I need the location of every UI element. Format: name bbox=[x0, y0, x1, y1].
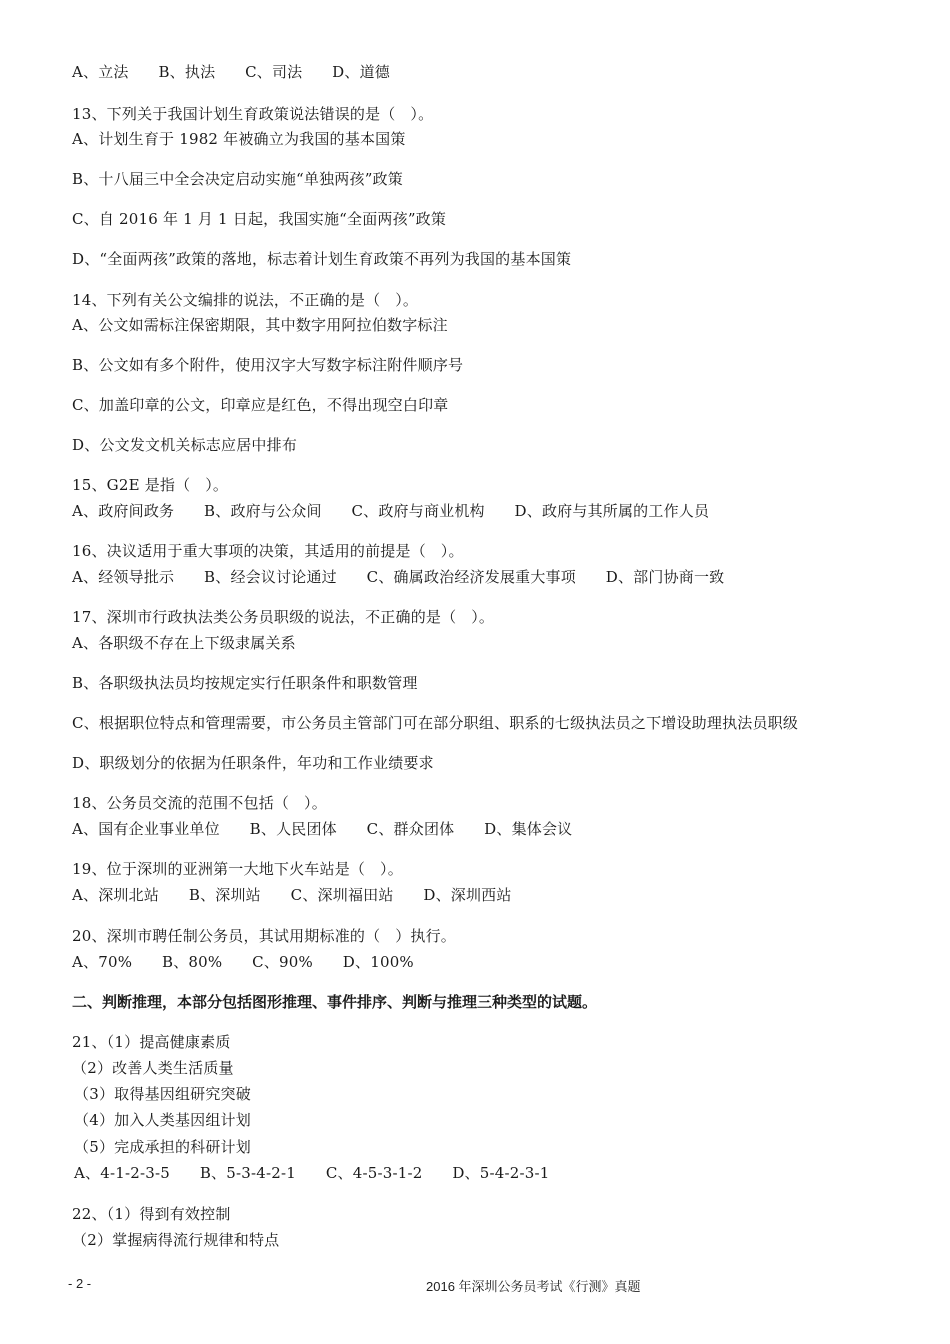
text-line: A、政府间政务 B、政府与公众间 C、政府与商业机构 D、政府与其所属的工作人员 bbox=[72, 502, 710, 520]
text-line: A、4-1-2-3-5 B、5-3-4-2-1 C、4-5-3-1-2 D、5-4-2-3-1 bbox=[74, 1164, 550, 1182]
text-line: （2）掌握病得流行规律和特点 bbox=[72, 1231, 280, 1249]
text-line: D、职级划分的依据为任职条件，年功和工作业绩要求 bbox=[72, 754, 434, 772]
text-line: 13、下列关于我国计划生育政策说法错误的是（ ）。 bbox=[72, 105, 434, 123]
text-line: B、各职级执法员均按规定实行任职条件和职数管理 bbox=[72, 674, 418, 692]
text-line: （2）改善人类生活质量 bbox=[72, 1059, 234, 1077]
text-line: 19、位于深圳的亚洲第一大地下火车站是（ ）。 bbox=[72, 860, 403, 878]
text-line: 18、公务员交流的范围不包括（ ）。 bbox=[72, 794, 327, 812]
text-line: A、深圳北站 B、深圳站 C、深圳福田站 D、深圳西站 bbox=[72, 886, 512, 904]
text-line: （4）加入人类基因组计划 bbox=[74, 1111, 251, 1129]
text-line: A、国有企业事业单位 B、人民团体 C、群众团体 D、集体会议 bbox=[72, 820, 573, 838]
text-line: 22、（1）得到有效控制 bbox=[72, 1205, 231, 1223]
footer-title: 2016 年深圳公务员考试《行测》真题 bbox=[426, 1279, 641, 1294]
text-line: A、经领导批示 B、经会议讨论通过 C、确属政治经济发展重大事项 D、部门协商一致 bbox=[72, 568, 725, 586]
text-line: C、自 2016 年 1 月 1 日起，我国实施“全面两孩”政策 bbox=[72, 210, 447, 228]
text-line: A、公文如需标注保密期限，其中数字用阿拉伯数字标注 bbox=[72, 316, 448, 334]
text-line: C、根据职位特点和管理需要，市公务员主管部门可在部分职组、职系的七级执法员之下增设助理执法员职级 bbox=[72, 714, 799, 732]
text-line: B、公文如有多个附件，使用汉字大写数字标注附件顺序号 bbox=[72, 356, 464, 374]
text-line: C、加盖印章的公文，印章应是红色，不得出现空白印章 bbox=[72, 396, 449, 414]
text-line: 20、深圳市聘任制公务员，其试用期标准的（ ）执行。 bbox=[72, 927, 456, 945]
text-line: 21、（1）提高健康素质 bbox=[72, 1033, 231, 1051]
text-line: 14、下列有关公文编排的说法，不正确的是（ ）。 bbox=[72, 291, 419, 309]
section-heading: 二、判断推理，本部分包括图形推理、事件排序、判断与推理三种类型的试题。 bbox=[72, 993, 598, 1011]
text-line: 16、决议适用于重大事项的决策，其适用的前提是（ ）。 bbox=[72, 542, 464, 560]
text-line: （5）完成承担的科研计划 bbox=[74, 1138, 251, 1156]
text-line: D、“全面两孩”政策的落地，标志着计划生育政策不再列为我国的基本国策 bbox=[72, 250, 572, 268]
text-line: D、公文发文机关标志应居中排布 bbox=[72, 436, 298, 454]
text-line: A、计划生育于 1982 年被确立为我国的基本国策 bbox=[72, 130, 406, 148]
text-line: A、各职级不存在上下级隶属关系 bbox=[72, 634, 296, 652]
text-line: 17、深圳市行政执法类公务员职级的说法，不正确的是（ ）。 bbox=[72, 608, 495, 626]
text-line: 15、G2E 是指（ ）。 bbox=[72, 476, 229, 494]
page-number: - 2 - bbox=[68, 1276, 92, 1291]
text-line: （3）取得基因组研究突破 bbox=[74, 1085, 251, 1103]
text-line: B、十八届三中全会决定启动实施“单独两孩”政策 bbox=[72, 170, 403, 188]
text-line: A、立法 B、执法 C、司法 D、道德 bbox=[72, 63, 390, 81]
text-line: A、70% B、80% C、90% D、100% bbox=[72, 953, 414, 971]
